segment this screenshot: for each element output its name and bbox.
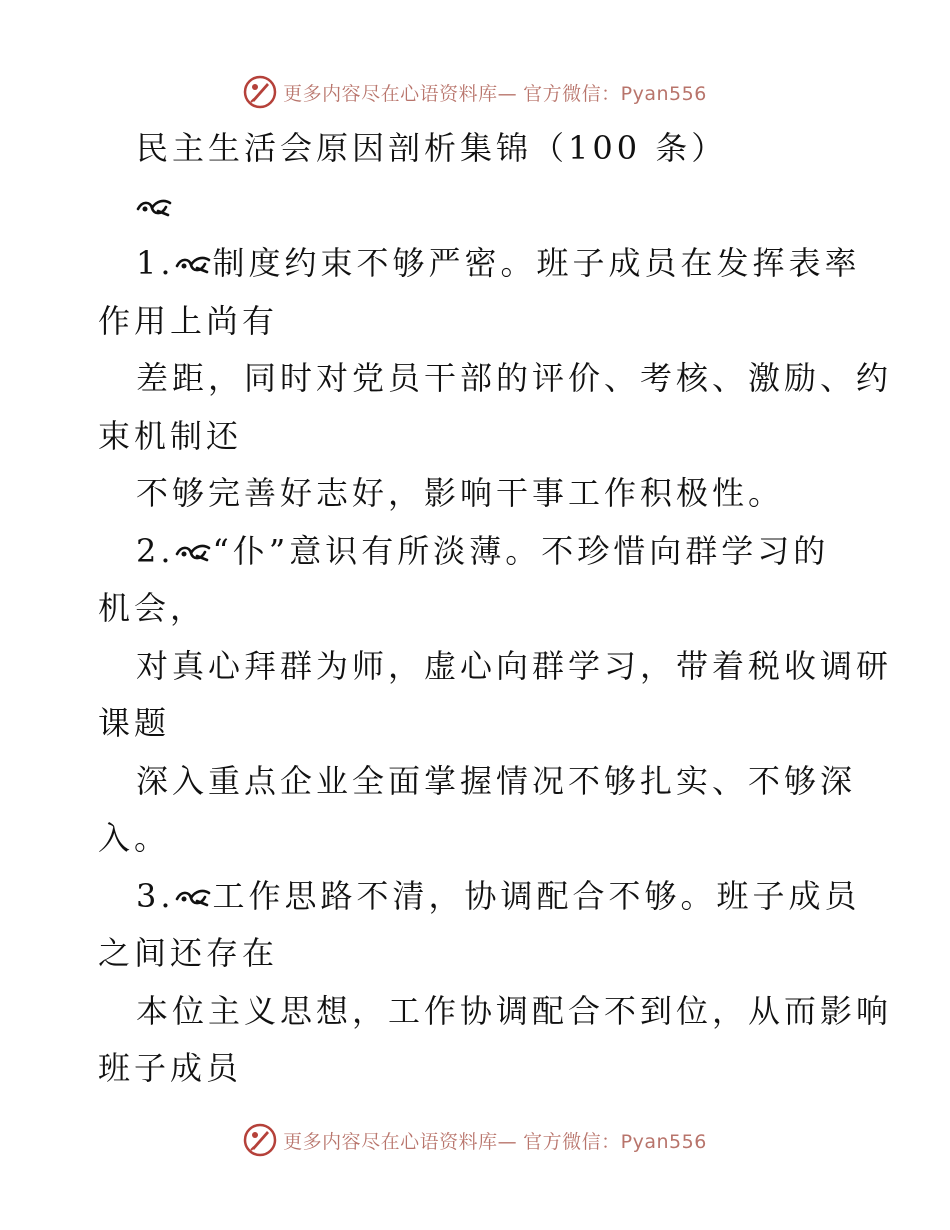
- list-item-2-line-5: 深入重点企业全面掌握情况不够扎实、不够深: [136, 761, 857, 800]
- list-item-2-line-6: 入。: [98, 819, 171, 857]
- footer-banner: [0, 1120, 950, 1160]
- header-banner: [0, 72, 950, 112]
- banner-text-left: 更多内容尽在心语资料库—: [283, 1130, 518, 1153]
- list-item-3-line-4: 班子成员: [98, 1049, 243, 1087]
- list-item-3-line-3: 本位主义思想，工作协调配合不到位，从而影响: [136, 991, 893, 1030]
- quill-logo-icon: [243, 75, 277, 109]
- item-number: 1.: [136, 244, 175, 282]
- banner-text-right: 官方微信：Pyan556: [523, 82, 707, 105]
- banner-content: [243, 75, 707, 109]
- banner-text-left: 更多内容尽在心语资料库—: [283, 82, 518, 105]
- list-item-3-line-1: [98, 868, 861, 926]
- list-item-1-line-2: 作用上尚有: [98, 301, 279, 340]
- banner-content: [243, 1123, 707, 1157]
- item-number: 2.: [136, 531, 175, 570]
- list-item-1-line-3: 差距，同时对党员干部的评价、考核、激励、约: [136, 359, 893, 397]
- list-item-1-line-1: [98, 235, 861, 293]
- document-title: 民主生活会原因剖析集锦（100 条）: [136, 129, 728, 167]
- quill-logo-icon: [243, 1123, 277, 1157]
- item-text: 工作思路不清，协调配合不够。班子成员: [212, 876, 861, 915]
- banner-text-right: 官方微信：Pyan556: [523, 1130, 707, 1153]
- list-item-2-line-3: 对真心拜群为师，虚心向群学习，带着税收调研: [136, 646, 893, 685]
- item-text: “仆”意识有所淡薄。不珍惜向群学习的: [212, 531, 830, 570]
- document-body: [98, 120, 893, 1098]
- item-number: 3.: [136, 876, 175, 915]
- ornament-icon: [175, 885, 211, 909]
- list-item-1-line-5: 不够完善好志好，影响干事工作积极性。: [136, 474, 785, 512]
- list-item-2-line-4: 课题: [98, 704, 171, 742]
- ornament-line: [98, 178, 858, 236]
- list-item-1-line-4: 束机制还: [98, 416, 243, 455]
- list-item-3-line-2: 之间还存在: [98, 934, 279, 972]
- list-item-2-line-2: 机会，: [98, 589, 207, 627]
- ornament-icon: [175, 540, 211, 564]
- list-item-2-line-1: [98, 523, 858, 581]
- item-text: 制度约束不够严密。班子成员在发挥表率: [212, 244, 861, 282]
- ornament-icon: [136, 195, 172, 219]
- ornament-icon: [175, 252, 211, 276]
